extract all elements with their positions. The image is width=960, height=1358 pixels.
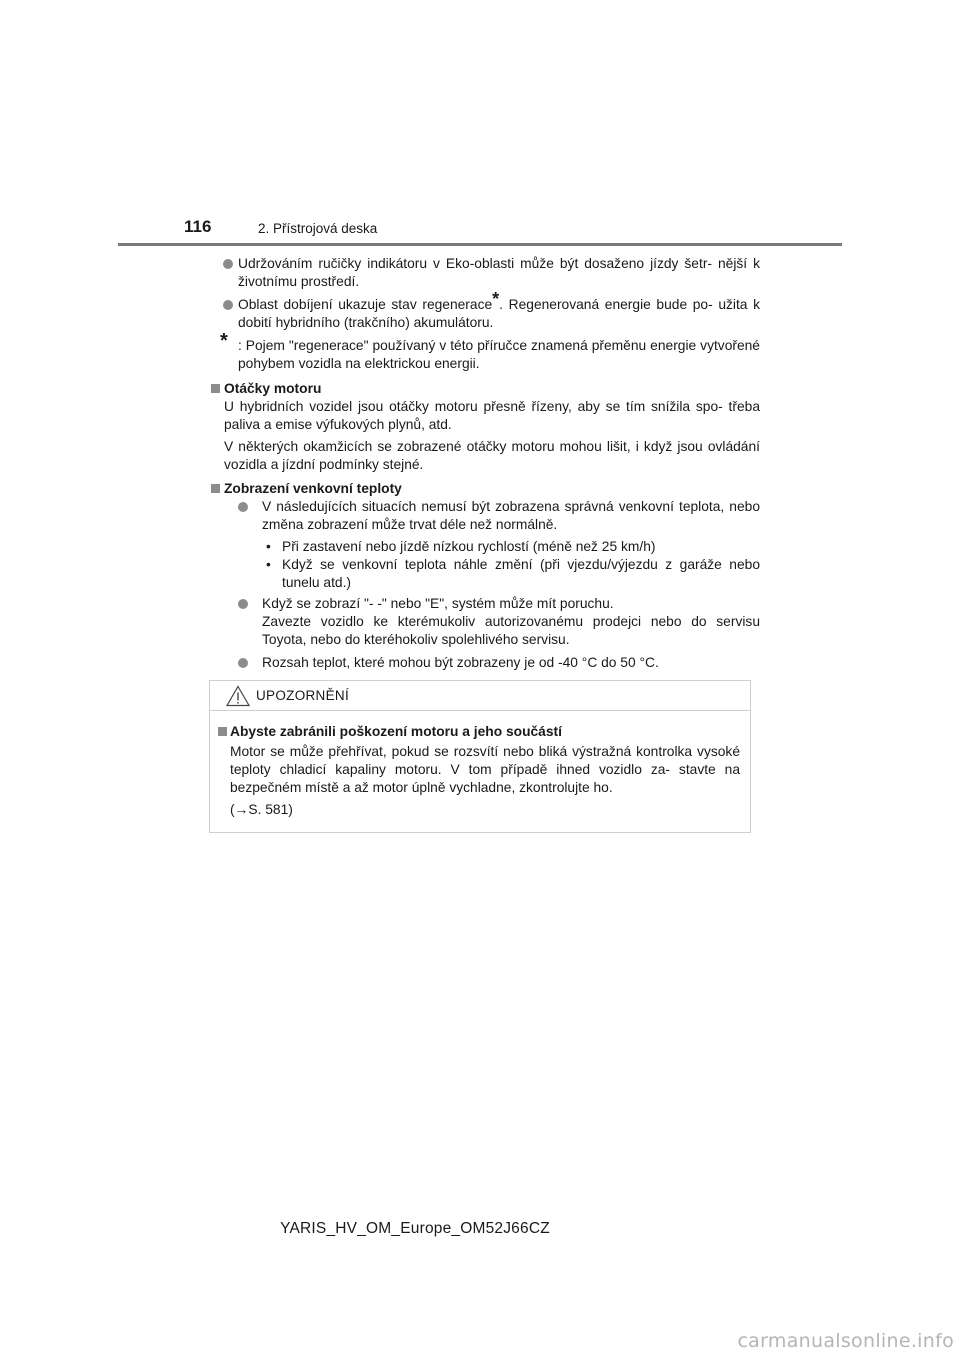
list-item: Udržováním ručičky indikátoru v Eko-oblasti může být dosaženo jízdy šetr- nější k životnímu prostředí. xyxy=(200,255,760,291)
watermark: carmanualsonline.info xyxy=(737,1330,954,1352)
list-item: Když se zobrazí "- -" nebo "E", systém může mít poruchu. Zavezte vozidlo ke kterémukoliv autorizovanému prodejci nebo do servisu Toyota, nebo do kteréhokoliv spolehlivého servisu. xyxy=(224,595,760,649)
asterisk-icon: * xyxy=(220,330,228,352)
outside-temp-list xyxy=(224,498,760,672)
bullet-dot-icon xyxy=(238,599,248,609)
page-reference-link: (→S. 581) xyxy=(230,802,293,817)
square-bullet-icon xyxy=(211,484,220,493)
header-divider xyxy=(118,243,842,246)
page-footer xyxy=(0,1220,960,1238)
bullet-dot-icon xyxy=(238,658,248,668)
warning-heading: Abyste zabránili poškození motoru a jeho součástí xyxy=(218,723,742,741)
section-heading-outside-temp: Zobrazení venkovní teploty xyxy=(200,480,760,498)
section-heading-engine-rpm: Otáčky motoru xyxy=(200,380,760,398)
warning-body xyxy=(210,711,750,819)
list-item: V následujících situacích nemusí být zobrazena správná venkovní teplota, nebo změna zobrazení může trvat déle než normálně. xyxy=(224,498,760,534)
warning-title: UPOZORNĚNÍ xyxy=(256,688,350,703)
paragraph: V některých okamžicích se zobrazené otáčky motoru mohou lišit, i když jsou ovládání vozidla a jízdní podmínky stejné. xyxy=(224,439,760,472)
paragraph: U hybridních vozidel jsou otáčky motoru přesně řízeny, aby se tím snížila spo- třeba paliva a emise výfukových plynů, atd. xyxy=(224,399,760,432)
asterisk-mark: * xyxy=(492,289,500,309)
document-code: YARIS_HV_OM_Europe_OM52J66CZ xyxy=(280,1220,550,1237)
bullet-dot-icon xyxy=(238,502,248,512)
warning-header xyxy=(210,681,750,711)
bullet-dot-icon xyxy=(223,300,233,310)
page-header xyxy=(0,0,960,250)
page-number: 116 xyxy=(184,217,212,236)
square-bullet-icon xyxy=(211,384,220,393)
sub-list-item: • Při zastavení nebo jízdě nízkou rychlostí (méně než 25 km/h) xyxy=(262,538,760,556)
warning-text: Motor se může přehřívat, pokud se rozsvítí nebo bliká výstražná kontrolka vysoké teploty chladicí kapaliny motoru. V tom případě ihned vozidlo za- stavte na bezpečném místě a až motor úplně vychladne, zkontrolujte ho. xyxy=(230,744,740,795)
main-content xyxy=(200,255,760,677)
bullet-dot-icon xyxy=(223,259,233,269)
sub-list-item: • Když se venkovní teplota náhle změní (při vjezdu/výjezdu z garáže nebo tunelu atd.) xyxy=(262,556,760,592)
sub-bullet-list xyxy=(224,538,760,592)
list-item: Oblast dobíjení ukazuje stav regenerace*. Regenerovaná energie bude po- užita k dobití hybridního (trakčního) akumulátoru. xyxy=(200,296,760,332)
section-title: 2. Přístrojová deska xyxy=(258,221,378,236)
warning-triangle-icon xyxy=(226,685,250,707)
list-item: Rozsah teplot, které mohou být zobrazeny je od -40 °C do 50 °C. xyxy=(224,654,760,672)
square-bullet-icon xyxy=(218,727,227,736)
footnote: * : Pojem "regenerace" používaný v této příručce znamená přeměnu energie vytvořené pohybem vozidla na elektrickou energii. xyxy=(220,330,760,371)
warning-box xyxy=(209,680,751,833)
